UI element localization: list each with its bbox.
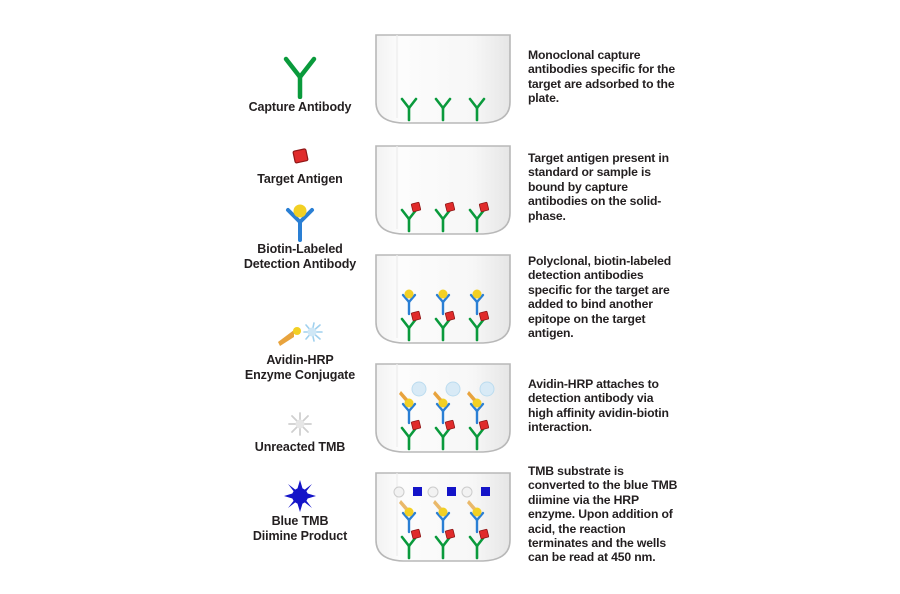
red-square-antigen-icon [205, 140, 395, 172]
legend-item-detection-antibody [205, 200, 395, 273]
unreacted-tmb-burst-icon [205, 408, 395, 440]
legend-item-target-antigen [205, 140, 395, 187]
blue-tmb-burst-icon [205, 478, 395, 514]
legend-item-unreacted-tmb [205, 408, 395, 455]
avidin-hrp-conjugate-icon [205, 313, 395, 353]
well-target-antigen [373, 143, 513, 237]
legend-item-avidin-hrp [205, 313, 395, 384]
legend-item-capture-antibody [205, 52, 395, 115]
y-antibody-green-icon [205, 52, 395, 100]
y-antibody-blue-biotin-icon [205, 200, 395, 242]
description-step-1: Monoclonal capture antibodies specific for the target are adsorbed to the plate. [528, 48, 675, 106]
description-step-4: Avidin-HRP attaches to detection antibody via high affinity avidin-biotin interaction. [528, 377, 669, 435]
well-capture-antibody [373, 32, 513, 126]
well-avidin-hrp [373, 361, 513, 455]
legend-label: Unreacted TMB [254, 440, 346, 454]
description-step-5: TMB substrate is converted to the blue TMB diimine via the HRP enzyme. Upon addition of acid, the reaction terminates and the wells can be read at 450 nm. [528, 464, 678, 565]
legend-label: Biotin-Labeled Detection Antibody [243, 242, 357, 272]
well-tmb-product [373, 470, 513, 564]
legend-label: Target Antigen [257, 172, 343, 186]
legend-label: Blue TMB Diimine Product [252, 514, 348, 544]
legend-label: Avidin-HRP Enzyme Conjugate [244, 353, 356, 383]
description-step-2: Target antigen present in standard or sample is bound by capture antibodies on the solid-phase. [528, 151, 669, 223]
legend-label: Capture Antibody [248, 100, 352, 114]
description-step-3: Polyclonal, biotin-labeled detection antibodies specific for the target are added to bind another epitope on the target antigen. [528, 254, 672, 340]
well-detection-antibody [373, 252, 513, 346]
legend-item-blue-tmb [205, 478, 395, 545]
